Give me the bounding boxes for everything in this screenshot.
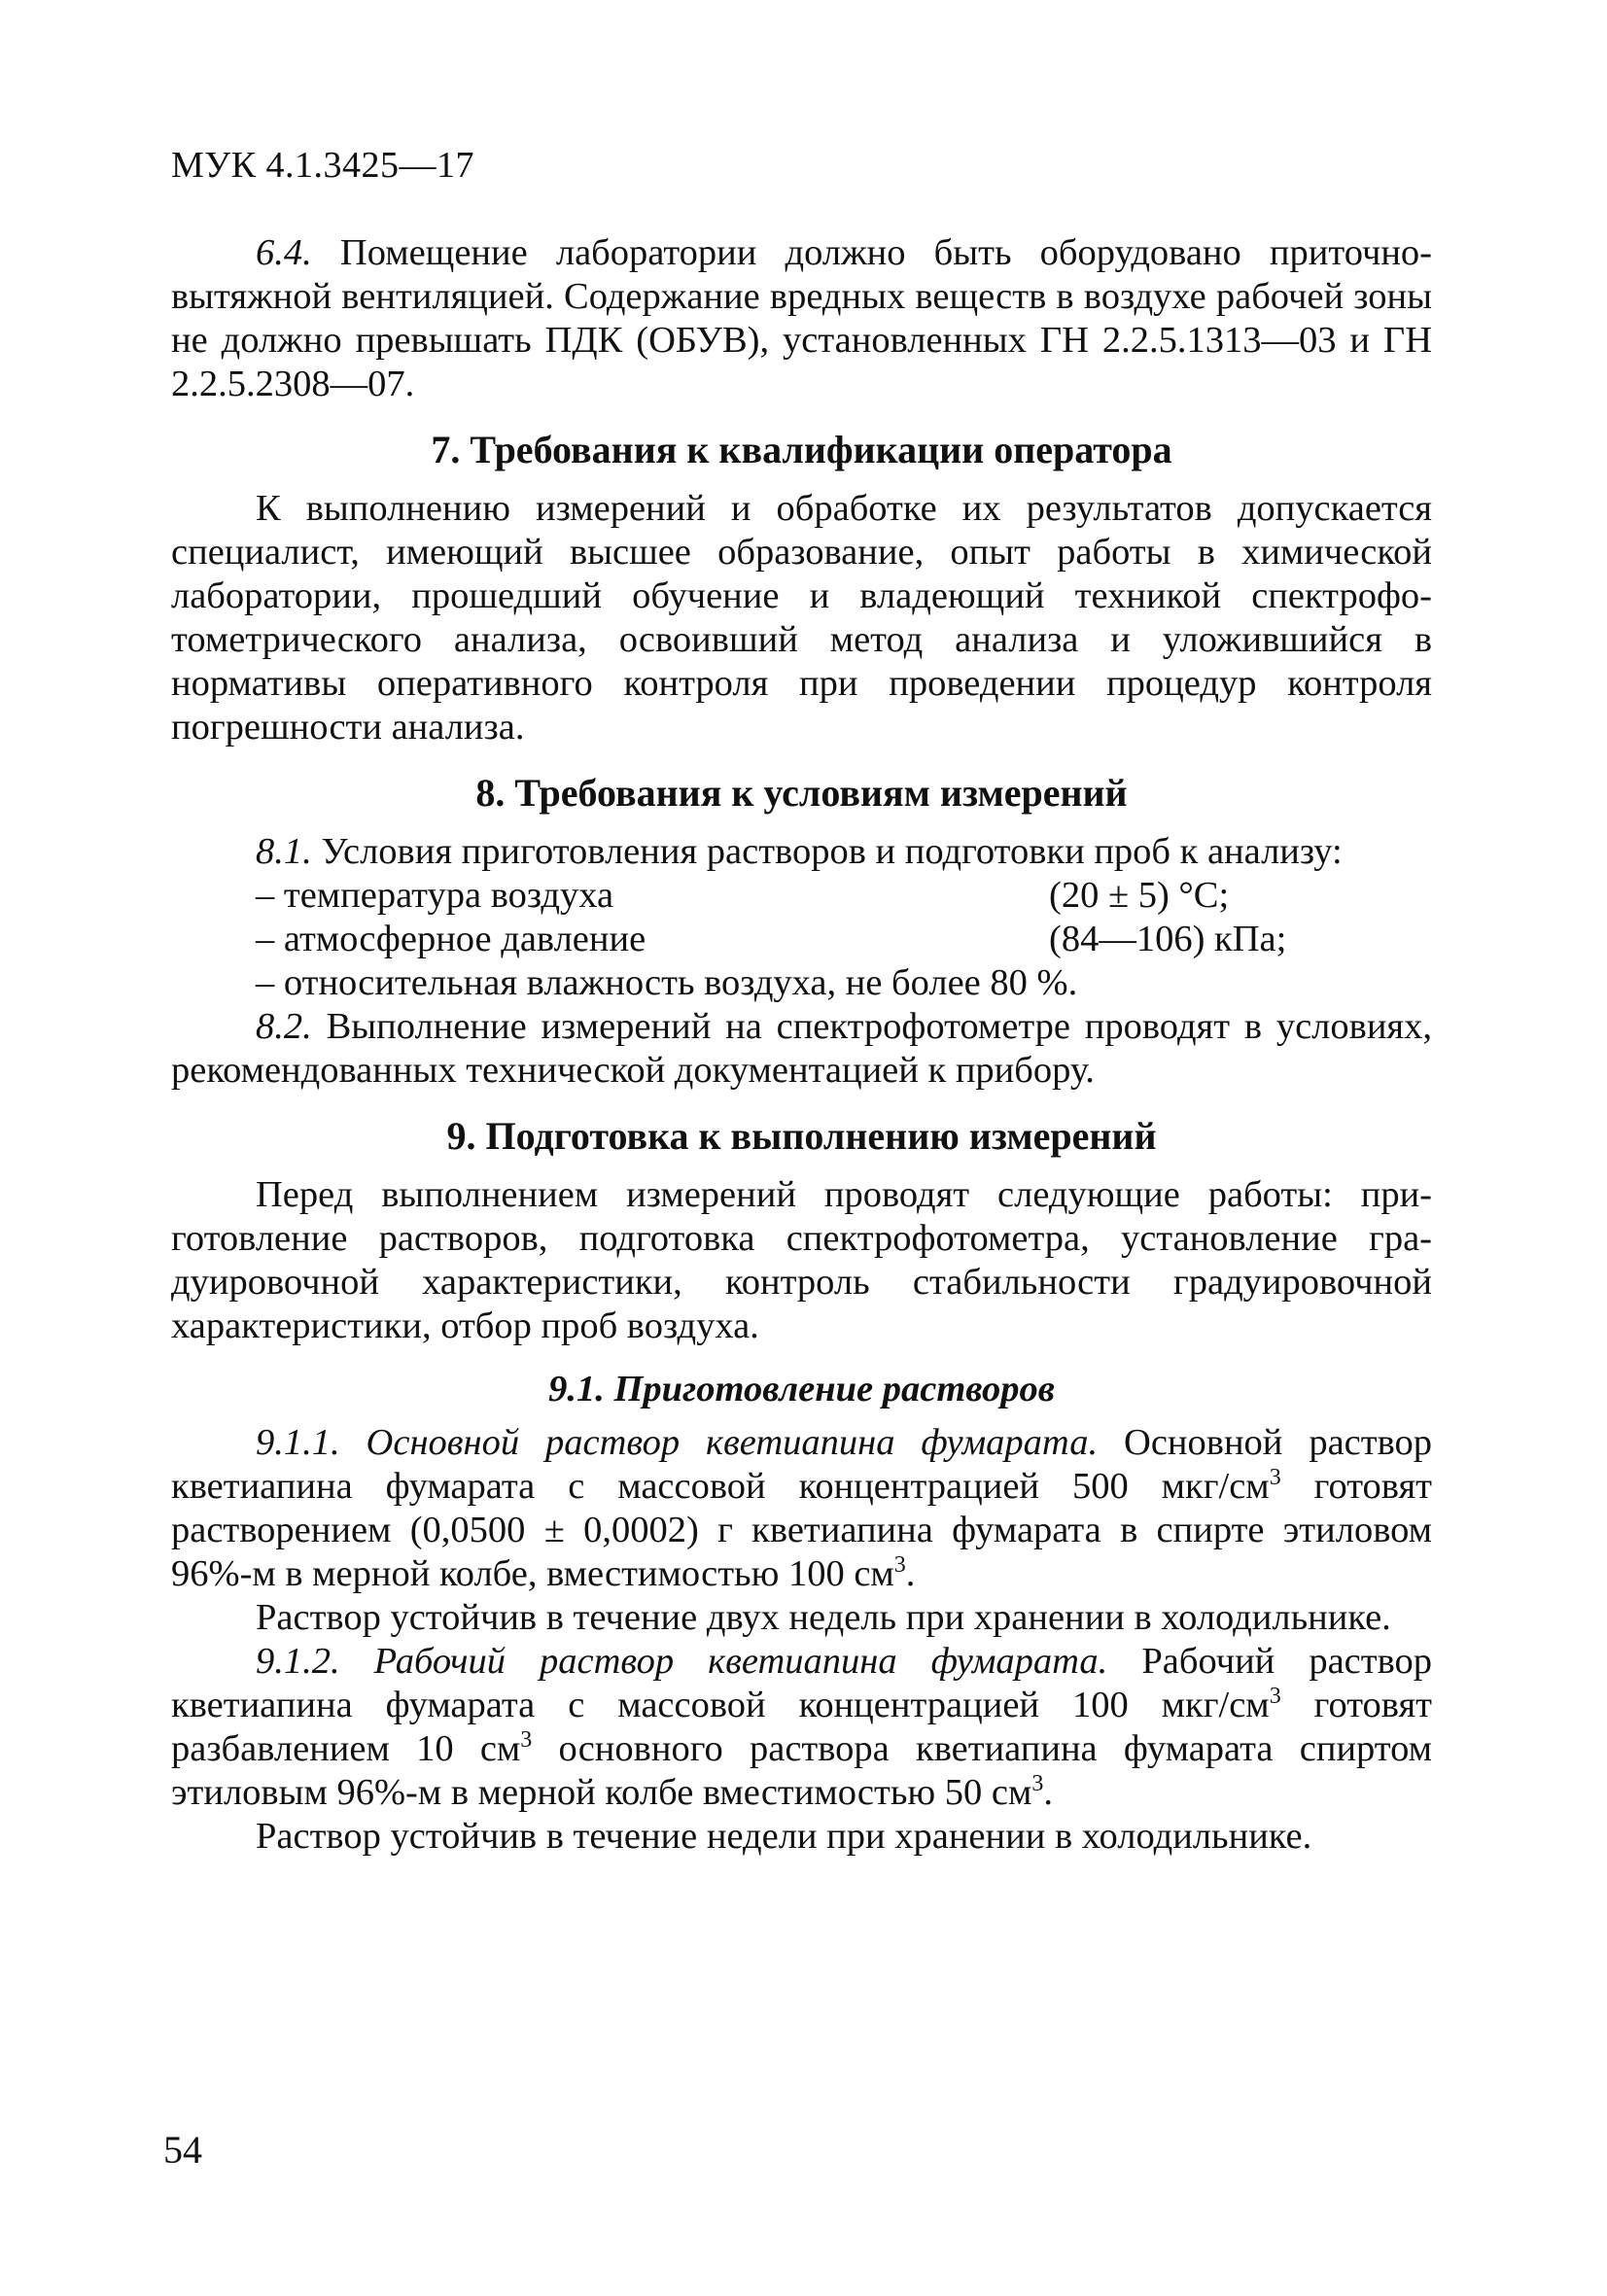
condition-row-temperature: [171, 874, 1432, 918]
condition-label: – температура воздуха: [256, 875, 614, 916]
condition-row-humidity: [171, 961, 1432, 1005]
clause-number: 8.2.: [256, 1006, 312, 1047]
page-content: [171, 231, 1432, 1859]
paragraph-7: К выполнению измерений и обработке их результатов допускается специалист, имеющий высшее образование, опыт работы в химической лаборатории, прошедший обучение и владеющий техникой спектрофотометрического анализа, освоивший метод анализа и уложившийся в нормативы оперативного контроля при проведении процедур контроля погрешности анализа.: [171, 488, 1432, 748]
paragraph-text: основного раствора кветиапина фумарата спиртом этиловым 96%-м в мерной колбе вместимостью 50 см: [171, 1728, 1432, 1813]
condition-value: (84—106) кПа;: [1049, 919, 1287, 959]
paragraph-text: готовят растворением (0,0500 ± 0,0002) г кветиапина фумарата в спирте этиловом 96%-м в мерной колбе, вместимостью 100 см: [171, 1466, 1432, 1594]
condition-value: 80 %.: [990, 962, 1078, 1003]
paragraph-6-4: [171, 231, 1432, 406]
section-8-heading: 8. Требования к условиям измерений: [475, 771, 1128, 815]
page-number: 54: [163, 2128, 202, 2172]
paragraph-text: готовят разбавлением 10 см: [171, 1685, 1432, 1769]
subsection-9-1-heading: 9.1. Приготовление растворов: [548, 1369, 1055, 1409]
condition-row-pressure: [171, 918, 1432, 961]
paragraph-9: Перед выполнением измерений проводят следующие работы: приготовление растворов, подготовка спектрофотометра, установление градуировочной характеристики, контроль стабильности градуировочной характеристики, отбор проб воздуха.: [171, 1174, 1432, 1346]
paragraph-8-2: [171, 1005, 1432, 1093]
superscript: 3: [1269, 1684, 1281, 1709]
paragraph-9-1-2: [171, 1640, 1432, 1815]
paragraph-9-1-2-note: Раствор устойчив в течение недели при хранении в холодильнике.: [256, 1816, 1312, 1857]
paragraph-text: .: [1043, 1772, 1053, 1813]
superscript: 3: [1031, 1771, 1044, 1796]
condition-label: – относительная влажность воздуха, не более: [256, 962, 981, 1003]
paragraph-text: Рабочий раствор кветиапина фумарата с массовой концентрацией 100 мкг/см: [171, 1641, 1432, 1725]
superscript: 3: [520, 1727, 533, 1753]
paragraph-8-1: [171, 830, 1432, 874]
paragraph-9-1-1: [171, 1421, 1432, 1596]
condition-label: – атмосферное давление: [256, 919, 646, 959]
paragraph-text: Основной раствор кветиапина фумарата с массовой концентрацией 500 мкг/см: [171, 1422, 1432, 1507]
paragraph-text: .: [905, 1553, 916, 1594]
document-code-header: МУК 4.1.3425—17: [171, 145, 475, 186]
superscript: 3: [893, 1552, 906, 1578]
condition-value: (20 ± 5) °С;: [1049, 875, 1230, 916]
paragraph-title: 9.1.1. Основной раствор кветиапина фумарата.: [256, 1422, 1099, 1463]
section-9-heading: 9. Подготовка к выполнению измерений: [446, 1114, 1157, 1158]
paragraph-title: 9.1.2. Рабочий раствор кветиапина фумарата.: [256, 1641, 1108, 1682]
clause-number: 8.1.: [256, 831, 312, 872]
paragraph-9-1-1-note: Раствор устойчив в течение двух недель при хранении в холодильнике.: [256, 1597, 1391, 1638]
paragraph-text: Условия приготовления растворов и подготовки проб к анализу:: [321, 831, 1343, 872]
superscript: 3: [1269, 1465, 1281, 1490]
section-7-heading: 7. Требования к квалификации оператора: [431, 428, 1172, 471]
paragraph-text: Помещение лаборатории должно быть оборудовано приточно-вытяжной вентиляцией. Содержание вредных веществ в воздухе рабочей зоны не должно превышать ПДК (ОБУВ), установленных ГН 2.2.5.1313—03 и ГН 2.2.5.2308—07.: [171, 232, 1432, 404]
clause-number: 6.4.: [256, 232, 312, 273]
paragraph-text: Выполнение измерений на спектрофотометре проводят в условиях, рекомендованных технической документацией к прибору.: [171, 1006, 1433, 1091]
